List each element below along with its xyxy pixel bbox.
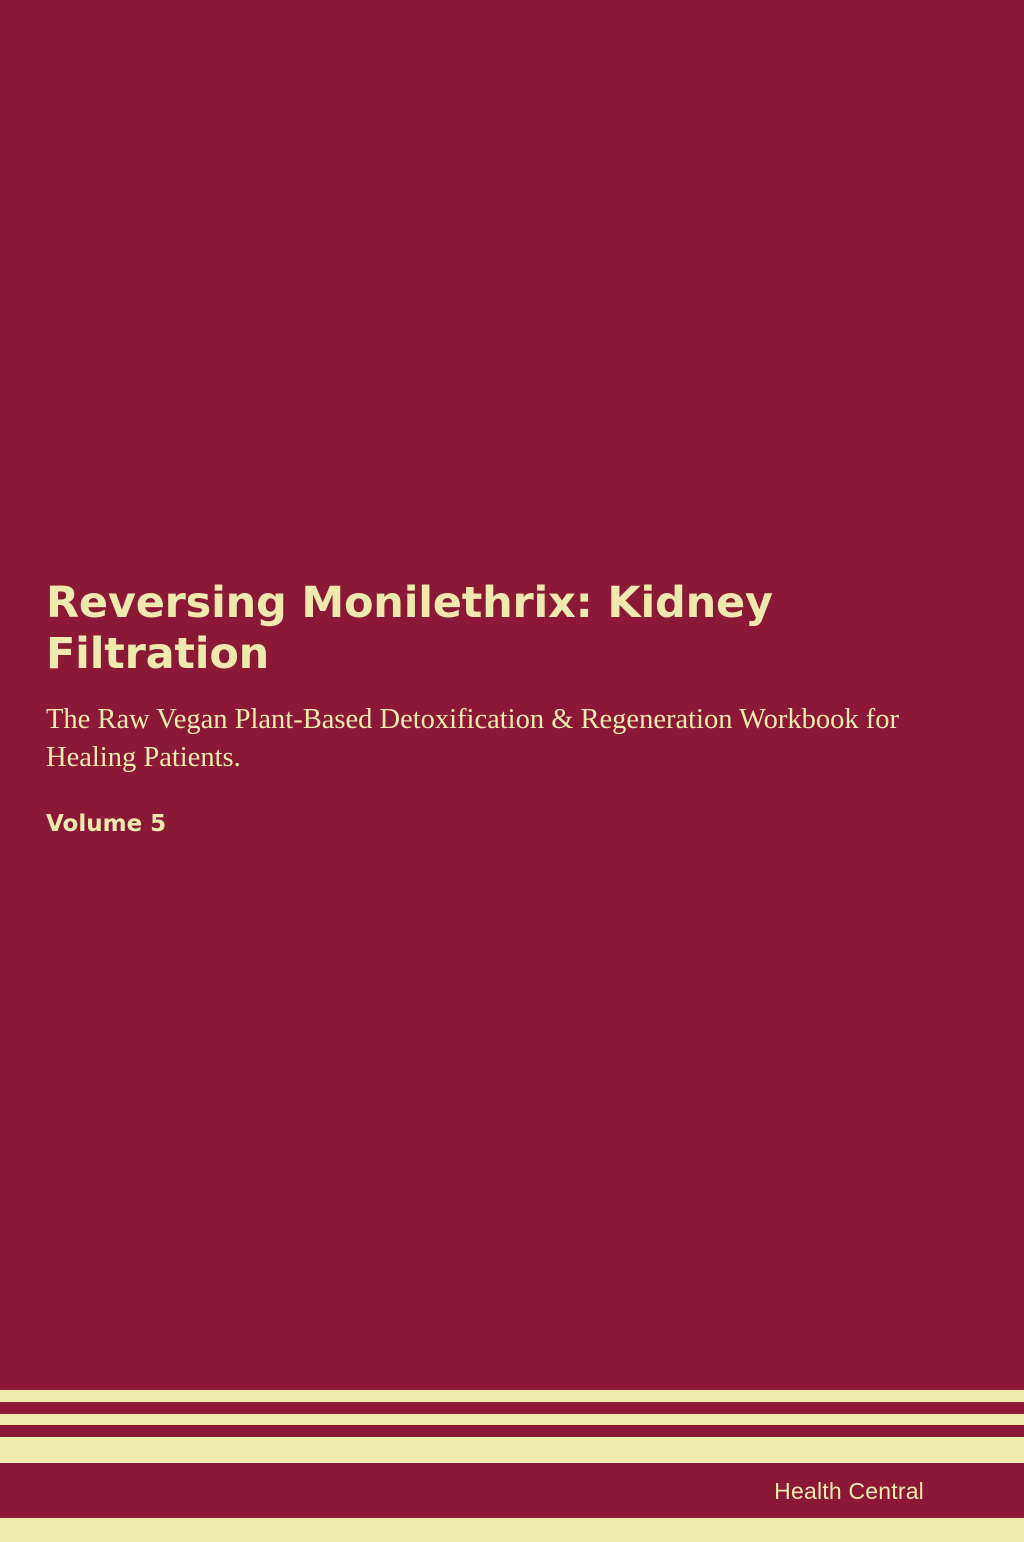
decorative-stripes [0,1390,1024,1542]
cover-subtitle: The Raw Vegan Plant-Based Detoxification & Regeneration Workbook for Healing Patients. [46,704,900,774]
page-title: Reversing Monilethrix: Kidney Filtration [46,578,773,679]
volume-label: Volume 5 [46,811,167,838]
publisher-name: Health Central [774,1478,924,1504]
stripe-3 [0,1437,1024,1463]
cover-text-block [46,578,906,837]
stripe-1 [0,1390,1024,1402]
stripe-2 [0,1414,1024,1425]
stripe-4 [0,1518,1024,1542]
